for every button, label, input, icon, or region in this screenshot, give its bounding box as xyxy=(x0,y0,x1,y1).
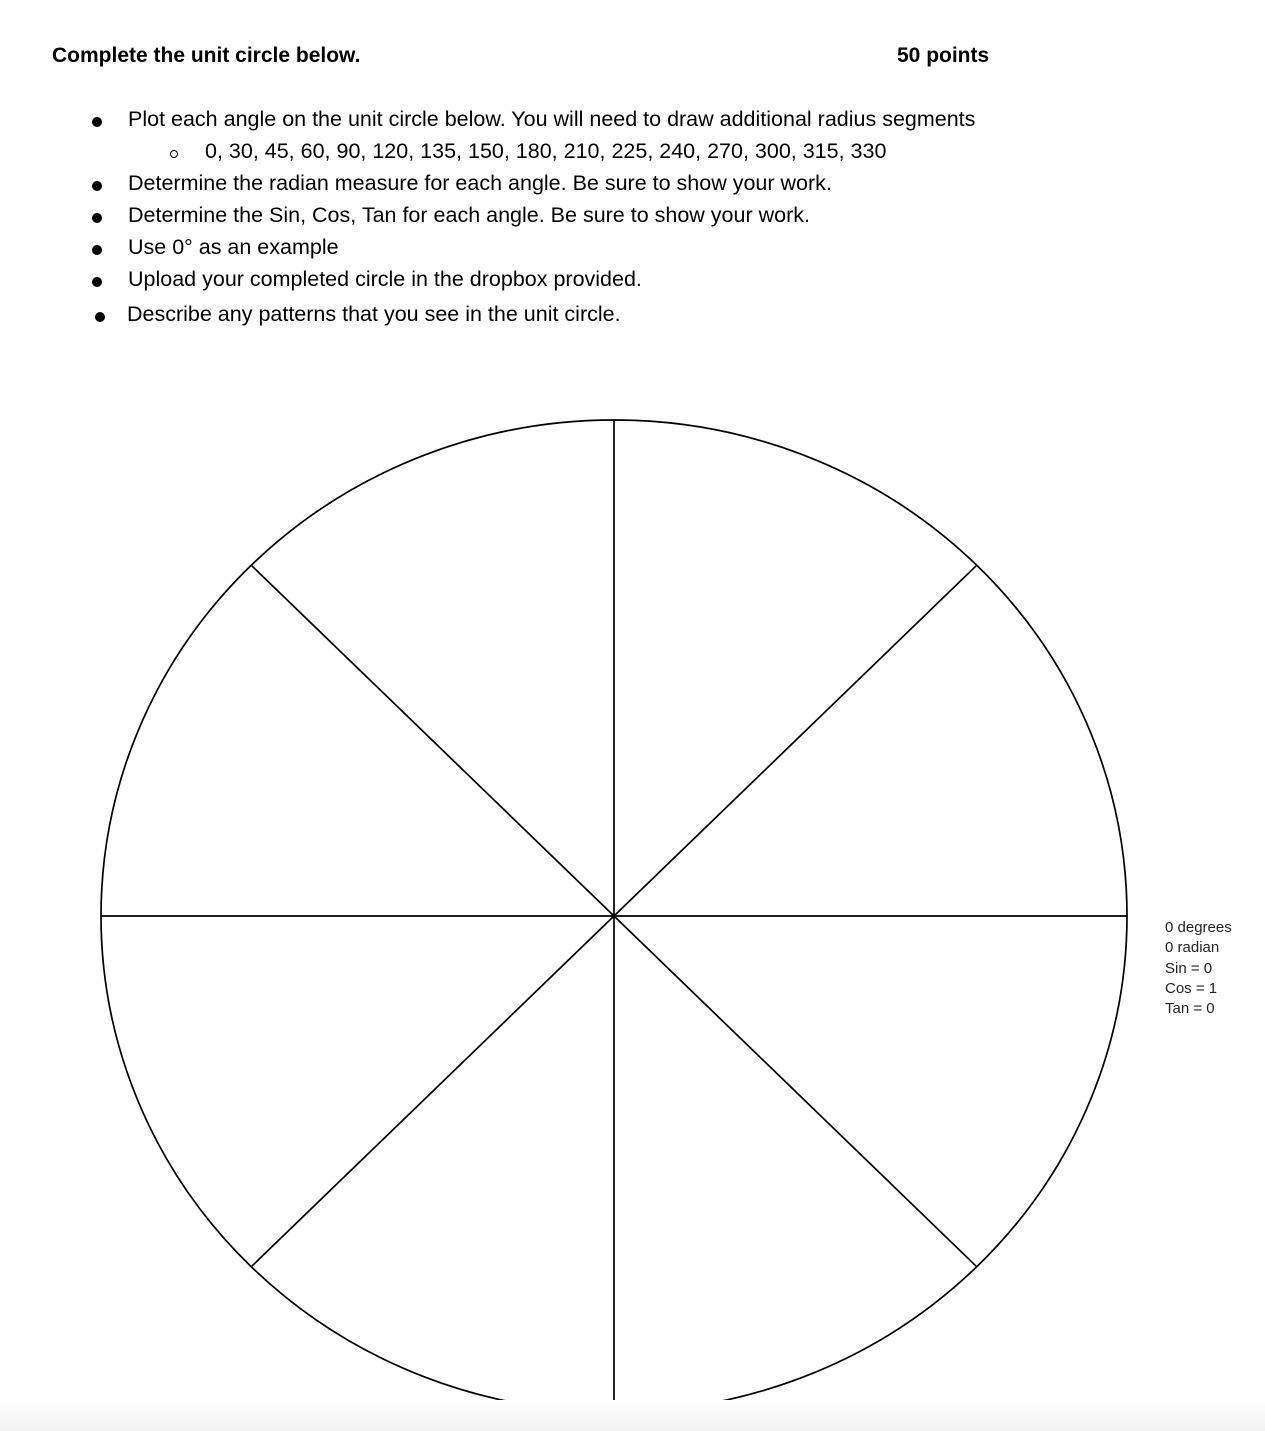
instruction-text: Plot each angle on the unit circle below. You will need to draw additional radius segments xyxy=(128,107,976,131)
page-bottom-shadow xyxy=(0,1400,1265,1431)
radius-segment-45 xyxy=(614,565,977,916)
radius-segment-225 xyxy=(251,916,614,1267)
example-sin: Sin = 0 xyxy=(1165,959,1213,977)
radius-segment-135 xyxy=(251,565,614,916)
instruction-text: Determine the Sin, Cos, Tan for each angle. Be sure to show your work. xyxy=(128,203,810,227)
instruction-text: Use 0° as an example xyxy=(128,235,339,259)
page-title: Complete the unit circle below. xyxy=(52,44,361,67)
instruction-text: Determine the radian measure for each angle. Be sure to show your work. xyxy=(128,171,832,195)
example-cos: Cos = 1 xyxy=(1165,979,1218,997)
example-degrees: 0 degrees xyxy=(1165,919,1232,936)
example-radian: 0 radian xyxy=(1165,939,1220,957)
instruction-text: Describe any patterns that you see in the unit circle. xyxy=(127,302,621,326)
angle-list-text: 0, 30, 45, 60, 90, 120, 135, 150, 180, 210, 225, 240, 270, 300, 315, 330 xyxy=(205,139,887,163)
example-annotation xyxy=(1165,918,1232,1019)
example-tan: Tan = 0 xyxy=(1165,1000,1215,1018)
points-label: 50 points xyxy=(897,44,990,67)
instruction-text: Upload your completed circle in the dropbox provided. xyxy=(128,267,642,291)
radius-segment-315 xyxy=(614,916,977,1267)
